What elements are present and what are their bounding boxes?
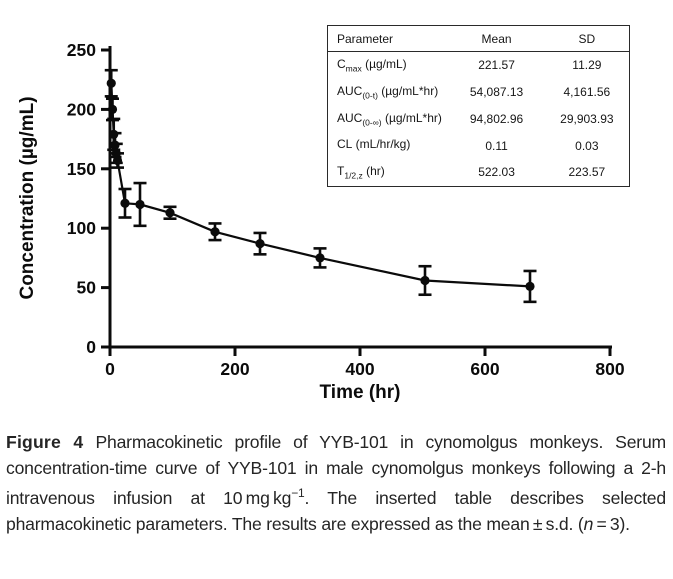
data-point — [107, 79, 116, 88]
x-tick-label: 0 — [105, 359, 115, 379]
table-row — [328, 106, 629, 133]
y-tick-label: 250 — [66, 40, 96, 60]
param-mean: 0.11 — [485, 138, 508, 153]
data-point — [113, 156, 122, 165]
y-axis-label: Concentration (µg/mL) — [17, 96, 38, 300]
data-point — [210, 227, 219, 236]
x-tick-label: 600 — [470, 359, 500, 379]
table-row — [328, 52, 629, 79]
y-tick-label: 150 — [66, 158, 96, 179]
data-point — [109, 130, 118, 139]
param-name-cmax: $C_{max}$ (µg/mL) — [337, 57, 407, 74]
param-mean: 221.57 — [478, 58, 515, 73]
data-point — [420, 276, 429, 285]
col-header-sd: SD — [545, 26, 629, 52]
param-name-auc0inf: $AUC_{(0-\infty)}$ (µg/mL*hr) — [337, 110, 442, 128]
caption-superscript: −1 — [291, 486, 305, 501]
table-row — [328, 79, 629, 106]
data-point — [120, 199, 129, 208]
param-name-thalf: $T_{1/2,z}$ (hr) — [337, 164, 385, 181]
data-point — [135, 200, 144, 209]
figure-caption — [6, 430, 666, 537]
y-tick-label: 0 — [86, 337, 96, 357]
table-row — [328, 159, 629, 186]
y-tick-label: 50 — [76, 277, 96, 298]
param-mean: 522.03 — [478, 165, 515, 180]
param-sd: 0.03 — [575, 138, 599, 153]
caption-figure-label: Figure 4 — [6, 432, 84, 452]
param-sd: 223.57 — [568, 165, 606, 180]
x-tick-label: 400 — [345, 359, 375, 379]
pk-parameters-table — [327, 25, 630, 187]
y-tick-label: 200 — [66, 99, 96, 120]
param-mean: 94,802.96 — [469, 111, 524, 126]
caption-text: Pharmacokinetic profile of YYB-101 in cynomolgus monkeys. Serum concentration-time curve of YYB-101 in male cynomolgus monkeys following a 2-h intravenous infusion at 10 mg kg — [6, 432, 666, 509]
data-point — [525, 282, 534, 291]
x-tick-label: 800 — [595, 359, 625, 379]
param-sd: 29,903.93 — [560, 111, 614, 126]
caption-text: . The inserted table describes selected pharmacokinetic parameters. The results are expressed as the mean ± s.d. ( — [6, 488, 666, 534]
param-sd: 11.29 — [572, 58, 602, 73]
table-header-row — [328, 26, 629, 52]
y-tick-label: 100 — [66, 218, 96, 239]
caption-text: = 3). — [593, 513, 630, 534]
caption-italic-n: n — [583, 513, 594, 534]
col-header-mean: Mean — [448, 26, 544, 52]
x-tick-label: 200 — [220, 359, 250, 379]
data-point — [165, 208, 174, 217]
data-point — [110, 140, 119, 149]
param-name-cl: CL (mL/hr/kg) — [337, 137, 411, 152]
data-point — [315, 253, 324, 262]
data-point — [108, 105, 117, 114]
param-name-auc0t: $AUC_{(0-t)}$ (µg/mL*hr) — [337, 83, 439, 101]
data-point — [255, 239, 264, 248]
x-axis-label: Time (hr) — [319, 382, 401, 403]
param-sd: 4,161.56 — [563, 85, 611, 100]
col-header-parameter: Parameter — [328, 26, 448, 52]
table-row — [328, 132, 629, 159]
param-mean: 54,087.13 — [469, 85, 524, 100]
